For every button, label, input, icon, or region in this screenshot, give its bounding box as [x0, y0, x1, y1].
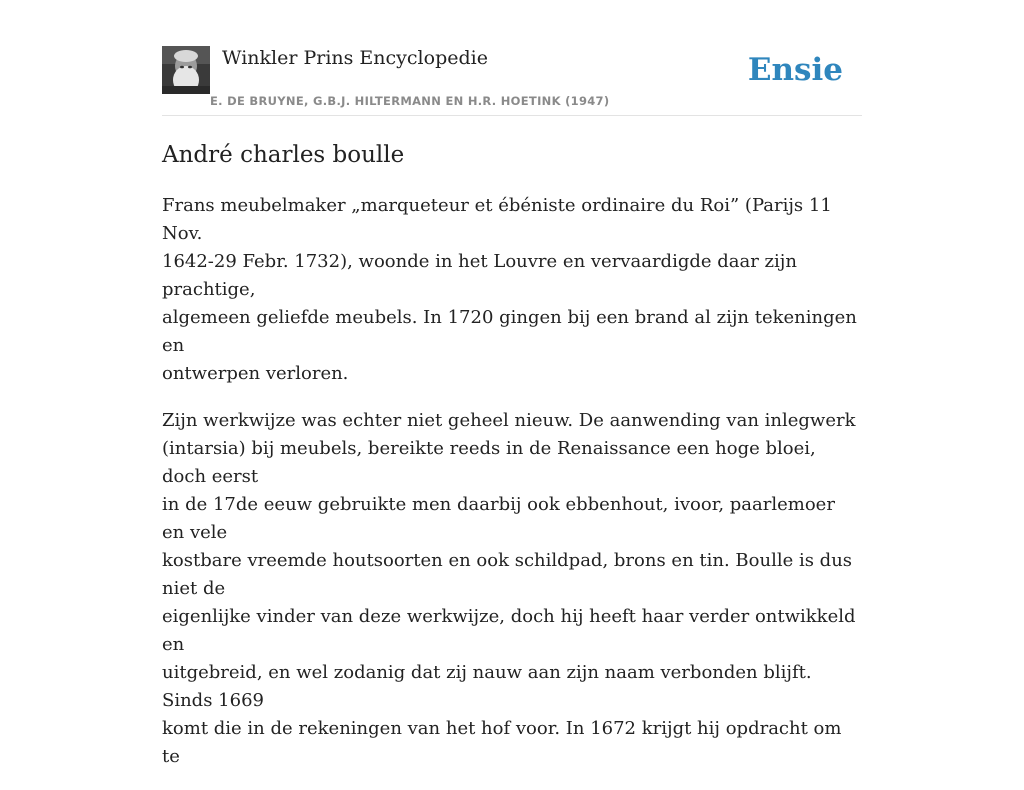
article-body [162, 192, 862, 790]
source-authors: E. DE BRUYNE, G.B.J. HILTERMANN EN H.R. HOETINK (1947) [210, 94, 610, 108]
author-avatar-icon [162, 46, 210, 94]
article-paragraph [162, 407, 862, 771]
text-line: eigenlijke vinder van deze werkwijze, doch hij heeft haar verder ontwikkeld en [162, 606, 856, 655]
text-line: Zijn werkwijze was echter niet geheel nieuw. De aanwending van inlegwerk [162, 410, 856, 431]
text-line: komt die in de rekeningen van het hof voor. In 1672 krijgt hij opdracht om te [162, 718, 842, 767]
text-line: in de 17de eeuw gebruikte men daarbij ook ebbenhout, ivoor, paarlemoer en vele [162, 494, 835, 543]
article-paragraph [162, 192, 862, 388]
text-line: kostbare vreemde houtsoorten en ook schildpad, brons en tin. Boulle is dus niet de [162, 550, 853, 599]
text-line: Frans meubelmaker „marqueteur et ébéniste ordinaire du Roi” (Parijs 11 Nov. [162, 195, 832, 244]
article-title: André charles boulle [162, 142, 405, 168]
text-line: (intarsia) bij meubels, bereikte reeds in de Renaissance een hoge bloei, doch eerst [162, 438, 816, 487]
source-header [162, 46, 862, 116]
text-line: algemeen geliefde meubels. In 1720 gingen bij een brand al zijn tekeningen en [162, 307, 857, 356]
ensie-logo-link[interactable]: Ensie [747, 52, 843, 88]
text-line: uitgebreid, en wel zodanig dat zij nauw aan zijn naam verbonden blijft. Sinds 1669 [162, 662, 812, 711]
text-line: ontwerpen verloren. [162, 363, 349, 384]
source-title[interactable]: Winkler Prins Encyclopedie [222, 47, 488, 69]
text-line: 1642-29 Febr. 1732), woonde in het Louvre en vervaardigde daar zijn prachtige, [162, 251, 797, 300]
